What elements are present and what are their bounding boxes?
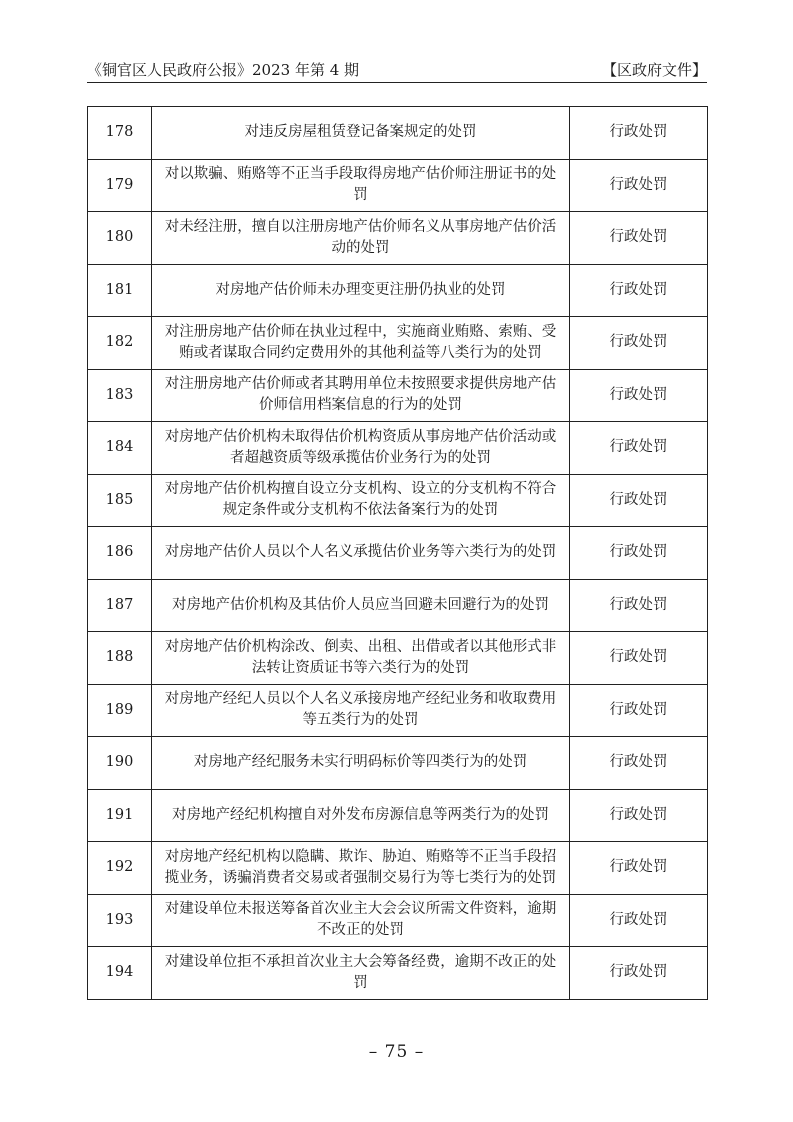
item-type-cell: 行政处罚 [570, 527, 708, 580]
item-name-cell: 对房地产经纪机构以隐瞒、欺诈、胁迫、贿赂等不正当手段招揽业务，诱骗消费者交易或者强制交易行为等七类行为的处罚 [152, 842, 570, 895]
penalty-items-table [87, 106, 708, 1000]
item-type-cell: 行政处罚 [570, 317, 708, 370]
item-type-cell: 行政处罚 [570, 107, 708, 160]
row-number-cell: 190 [88, 737, 152, 790]
table-row [88, 422, 708, 475]
table-body [88, 107, 708, 1000]
row-number-cell: 194 [88, 947, 152, 1000]
item-type-cell: 行政处罚 [570, 212, 708, 265]
item-name-cell: 对房地产估价机构涂改、倒卖、出租、出借或者以其他形式非法转让资质证书等六类行为的处罚 [152, 632, 570, 685]
table-row [88, 212, 708, 265]
row-number-cell: 185 [88, 474, 152, 527]
item-name-cell: 对房地产经纪机构擅自对外发布房源信息等两类行为的处罚 [152, 789, 570, 842]
item-name-cell: 对房地产经纪人员以个人名义承接房地产经纪业务和收取费用等五类行为的处罚 [152, 684, 570, 737]
table-row [88, 842, 708, 895]
item-name-cell: 对房地产估价机构及其估价人员应当回避未回避行为的处罚 [152, 579, 570, 632]
row-number-cell: 193 [88, 894, 152, 947]
item-type-cell: 行政处罚 [570, 947, 708, 1000]
item-type-cell: 行政处罚 [570, 737, 708, 790]
item-type-cell: 行政处罚 [570, 579, 708, 632]
row-number-cell: 187 [88, 579, 152, 632]
row-number-cell: 184 [88, 422, 152, 475]
row-number-cell: 182 [88, 317, 152, 370]
row-number-cell: 186 [88, 527, 152, 580]
table-row [88, 737, 708, 790]
table-row [88, 107, 708, 160]
row-number-cell: 181 [88, 264, 152, 317]
item-name-cell: 对房地产估价机构擅自设立分支机构、设立的分支机构不符合规定条件或分支机构不依法备案行为的处罚 [152, 474, 570, 527]
item-name-cell: 对房地产估价师未办理变更注册仍执业的处罚 [152, 264, 570, 317]
row-number-cell: 180 [88, 212, 152, 265]
row-number-cell: 188 [88, 632, 152, 685]
table-row [88, 894, 708, 947]
header-publication-title: 《铜官区人民政府公报》2023 年第 4 期 [87, 61, 360, 79]
item-type-cell: 行政处罚 [570, 894, 708, 947]
table-row [88, 474, 708, 527]
item-name-cell: 对注册房地产估价师在执业过程中，实施商业贿赂、索贿、受贿或者谋取合同约定费用外的其他利益等八类行为的处罚 [152, 317, 570, 370]
header-divider [87, 82, 707, 83]
table-row [88, 527, 708, 580]
item-name-cell: 对房地产经纪服务未实行明码标价等四类行为的处罚 [152, 737, 570, 790]
item-name-cell: 对未经注册，擅自以注册房地产估价师名义从事房地产估价活动的处罚 [152, 212, 570, 265]
table-row [88, 789, 708, 842]
item-type-cell: 行政处罚 [570, 474, 708, 527]
table-row [88, 264, 708, 317]
row-number-cell: 192 [88, 842, 152, 895]
row-number-cell: 183 [88, 369, 152, 422]
row-number-cell: 178 [88, 107, 152, 160]
table-row [88, 632, 708, 685]
item-type-cell: 行政处罚 [570, 632, 708, 685]
item-type-cell: 行政处罚 [570, 842, 708, 895]
item-name-cell: 对注册房地产估价师或者其聘用单位未按照要求提供房地产估价师信用档案信息的行为的处罚 [152, 369, 570, 422]
row-number-cell: 179 [88, 159, 152, 212]
row-number-cell: 191 [88, 789, 152, 842]
table-row [88, 684, 708, 737]
table-row [88, 947, 708, 1000]
item-name-cell: 对房地产估价人员以个人名义承揽估价业务等六类行为的处罚 [152, 527, 570, 580]
item-name-cell: 对建设单位拒不承担首次业主大会筹备经费，逾期不改正的处罚 [152, 947, 570, 1000]
header-section-label: 【区政府文件】 [601, 61, 707, 79]
item-type-cell: 行政处罚 [570, 369, 708, 422]
item-type-cell: 行政处罚 [570, 684, 708, 737]
item-type-cell: 行政处罚 [570, 264, 708, 317]
row-number-cell: 189 [88, 684, 152, 737]
item-type-cell: 行政处罚 [570, 789, 708, 842]
page-number: – 75 – [368, 1042, 425, 1062]
item-name-cell: 对建设单位未报送筹备首次业主大会会议所需文件资料，逾期不改正的处罚 [152, 894, 570, 947]
table-row [88, 317, 708, 370]
item-type-cell: 行政处罚 [570, 422, 708, 475]
page-header [87, 56, 707, 80]
table-row [88, 159, 708, 212]
item-name-cell: 对以欺骗、贿赂等不正当手段取得房地产估价师注册证书的处罚 [152, 159, 570, 212]
item-name-cell: 对违反房屋租赁登记备案规定的处罚 [152, 107, 570, 160]
item-type-cell: 行政处罚 [570, 159, 708, 212]
item-name-cell: 对房地产估价机构未取得估价机构资质从事房地产估价活动或者超越资质等级承揽估价业务行为的处罚 [152, 422, 570, 475]
table-row [88, 579, 708, 632]
table-row [88, 369, 708, 422]
